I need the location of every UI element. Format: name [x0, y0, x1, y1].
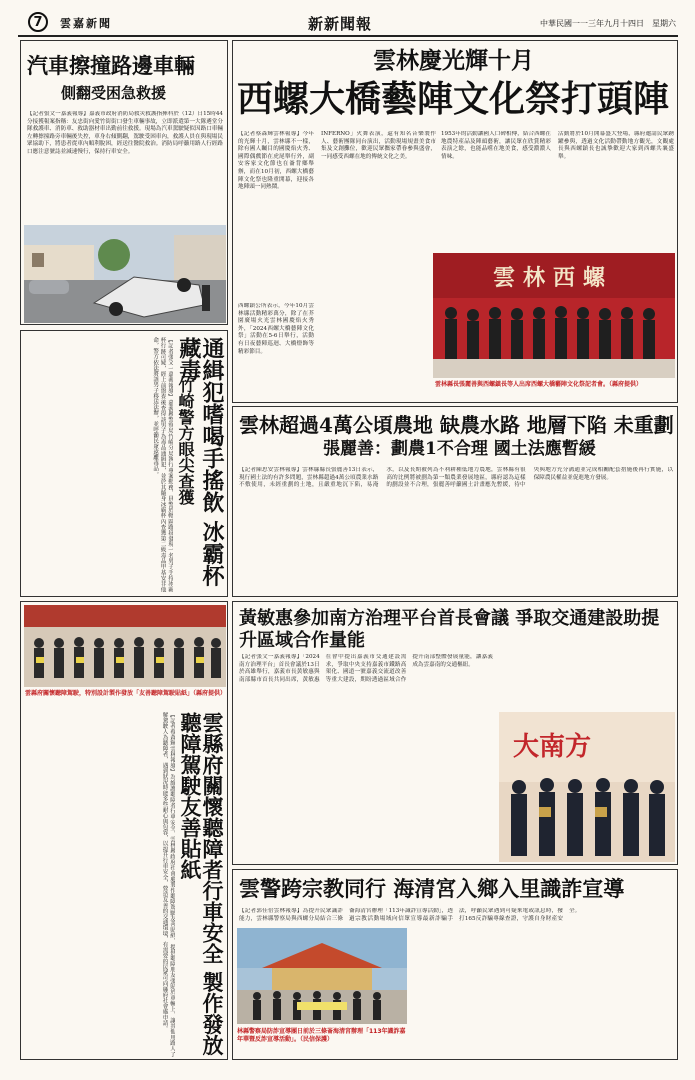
drug-headline: 通緝犯嗜喝手搖飲 冰霸杯藏毒: [175, 337, 225, 587]
festival-col-1: 【記者蔡森輝雲林報導】今年的光輝十月，雲林縣不一樣，除有國人矚目的國慶焰火秀、國際偶戲節在虎尾舉行外，副安客家文化節也在崙背鄉舉辦，而在10月初，西螺大橋藝陣文化祭也隆重開幕，迎接各地陣頭一同熱鬧。: [238, 131, 314, 191]
festival-col-4: 1953年的活動讓國人口碑相傳，結合西螺在地農特產品及陣頭藝術，讓民眾在欣賞精彩表演之餘，也能品嚐在地美食，感受濃濃人情味。: [441, 131, 551, 160]
police-body: 【記者郭佳倍雲林報導】為提升民眾識詐能力，雲林縣警察局與西螺分局結合三條崙海清宮辦理「113年識詐宣導活動」，透過宗教活動場域向信眾宣導最新詐騙手法，呼籲民眾遇到可疑來電或訊息時，撥打165反詐騙專線查證，守護自身財產安全。: [239, 908, 581, 922]
drug-body: 【記者張文一嘉義報導】嘉義縣警察局竹崎分局執行專案勤務，員警於轄區路段發現一名男子手持冰霸杯行跡可疑，經上前盤查後查得該男子為毒品通緝犯，並於其隨身冰霸杯內查獲第二級毒品甲基安非他命，警方依法將該男子移送法辦，並呼籲民眾遠離毒品。: [152, 337, 173, 592]
farmland-story: [232, 406, 678, 597]
header-rule: [18, 35, 678, 37]
festival-col-2: 西螺鎮公所表示，今年10月雲林縣活動精彩萬分，除了在芥園廣場火光雲林國慶焰火秀外，「2024西螺大橋藝陣文化祭」活動在5-6日舉行，活動有日夜藝陣巡迴、大橋燈飾等精彩節目。: [238, 303, 314, 355]
section-name: 雲嘉新聞: [60, 17, 112, 30]
police-story: [232, 869, 678, 1060]
hearing-photo: [24, 605, 226, 687]
car-headline: 汽車擦撞路邊車輛: [27, 53, 195, 78]
festival-photo: [433, 253, 675, 378]
festival-story: [232, 40, 678, 403]
car-story: [20, 40, 228, 325]
festival-headline: 西螺大橋藝陣文化祭打頭陣: [237, 78, 670, 120]
governance-photo-sign: 大南方: [513, 732, 592, 762]
page-number: 7: [28, 12, 48, 32]
car-accident-photo: [24, 225, 226, 323]
farmland-body: 【記者陳思安雲林報導】雲林縣縣長張麗善13日表示，現行國土法的有許多問題，雲林縣超過4萬公頃農業水路不敷使用，未經重劃的土地，且嚴重地沉下陷，易淹水，以及長期被列為不利耕種低地力農地，雲林縣有很高的比例將被劃為第一類農業發展地區，縣府認為這樣的劃設並不合理，張麗善呼籲國土計畫應先暫緩，待中央與地方充分溝通並完成相關配套措施後再行實施，以保障農民權益並促進地方發展。: [239, 467, 673, 489]
car-subhead: 側翻受困急救援: [61, 84, 167, 102]
farmland-subhead: 張麗善：劃農1不合理 國土法應暫緩: [323, 439, 596, 459]
issue-date: 中華民國一一三年九月十四日 星期六: [540, 19, 676, 28]
festival-col-3: INFERNO」火舞表演，還有知名音樂製作人、藝術團隊同台演出，活動現場規畫美食市集及文創攤位，歡迎民眾攜家帶眷參與盛會，一同感受西螺在地的傳統文化之美。: [321, 131, 436, 160]
festival-photo-sign: 雲林西螺: [493, 265, 614, 291]
festival-col-5: 活動將於10月開幕盛大登場，縣府邀請民眾踴躍參與，透過文化活動帶動地方觀光，文觀處長與西螺鎮長也誠摯歡迎大家到西螺共襄盛舉。: [558, 131, 674, 160]
hearing-headline: 雲縣府關懷聽障者行車安全 製作發放聽障駕駛友善貼紙: [177, 712, 225, 1056]
governance-body: 【記者張文一嘉義報導】「2024南方治理平台」首長會議於13日於高雄舉行，嘉義市長黃敏惠與南部縣市首長共同出席，黃敏惠在會中提出嘉義市交通建設需求，爭取中央支持嘉義市鐵路高架化、國道一號嘉義交流道改善等重大建設，期盼透過區域合作提升南部整體發展量能，讓嘉義成為雲嘉南的交通樞紐。: [239, 654, 493, 683]
hearing-body: 【記者蔡森輝雲林報導】為維護聽障者行車安全，雲林縣政府社會處製作聽障駕駛友善貼紙，提供聽障朋友張貼於車輛上，讓其他用路人了解駕駛人為聽障者，遇到狀況時能多些耐心與包容，以提升行車安全，營造友善的交通環境，有需要的民眾可向縣府社會處申請。: [161, 712, 175, 1057]
police-caption: 林縣警察局防詐宣導團日前於三條崙海清宮辦理「113年識詐嘉年華暨反詐宣導活動」。（民信保護）: [237, 1028, 409, 1044]
police-headline: 雲警跨宗教同行 海清宮入鄉入里識詐宣導: [239, 876, 625, 901]
festival-caption: 雲林縣長張麗善與西螺鎮長等人出席西螺大橋藝陣文化祭記者會。（縣府提供）: [435, 381, 643, 388]
police-photo: [237, 928, 407, 1024]
governance-photo: [499, 712, 675, 862]
hearing-story: [20, 601, 228, 1060]
festival-kicker: 雲林慶光輝十月: [373, 47, 534, 74]
governance-story: [232, 601, 678, 865]
drug-subhead: 竹崎警方眼尖查獲: [176, 377, 195, 505]
car-body: 【記者張文一嘉義報導】嘉義市政府消防局救災救護指揮科於（12）日15時44分接獲報案指稱：友忠街向愛竹街街口發生車輛事故，立即派遣第一大隊遴堂分隊救護車、消防車、救助器材車出勤前往救援。現場為汽車駕駛疑似因路口車輛左轉擦撞路旁車輛後失控，車身右傾側翻，駕駛受困車內，救護人員在與現場民眾協助下，將患者從車內順利脫困，經送往醫院救治。消防局呼籲用路人行經路口應注意號誌並減速慢行，保持行車安全。: [27, 111, 223, 155]
newspaper-logo: 新新聞報: [308, 15, 373, 33]
drug-story: [20, 330, 228, 597]
hearing-caption: 雲縣府關懷聽障駕駛，特別設計製作發放「友善聽障駕駛貼紙」（縣府提供）: [25, 690, 227, 697]
farmland-headline: 雲林超過4萬公頃農地 缺農水路 地層下陷 未重劃: [239, 413, 674, 437]
governance-headline: 黃敏惠參加南方治理平台首長會議 爭取交通建設助提升區域合作量能: [239, 608, 660, 650]
